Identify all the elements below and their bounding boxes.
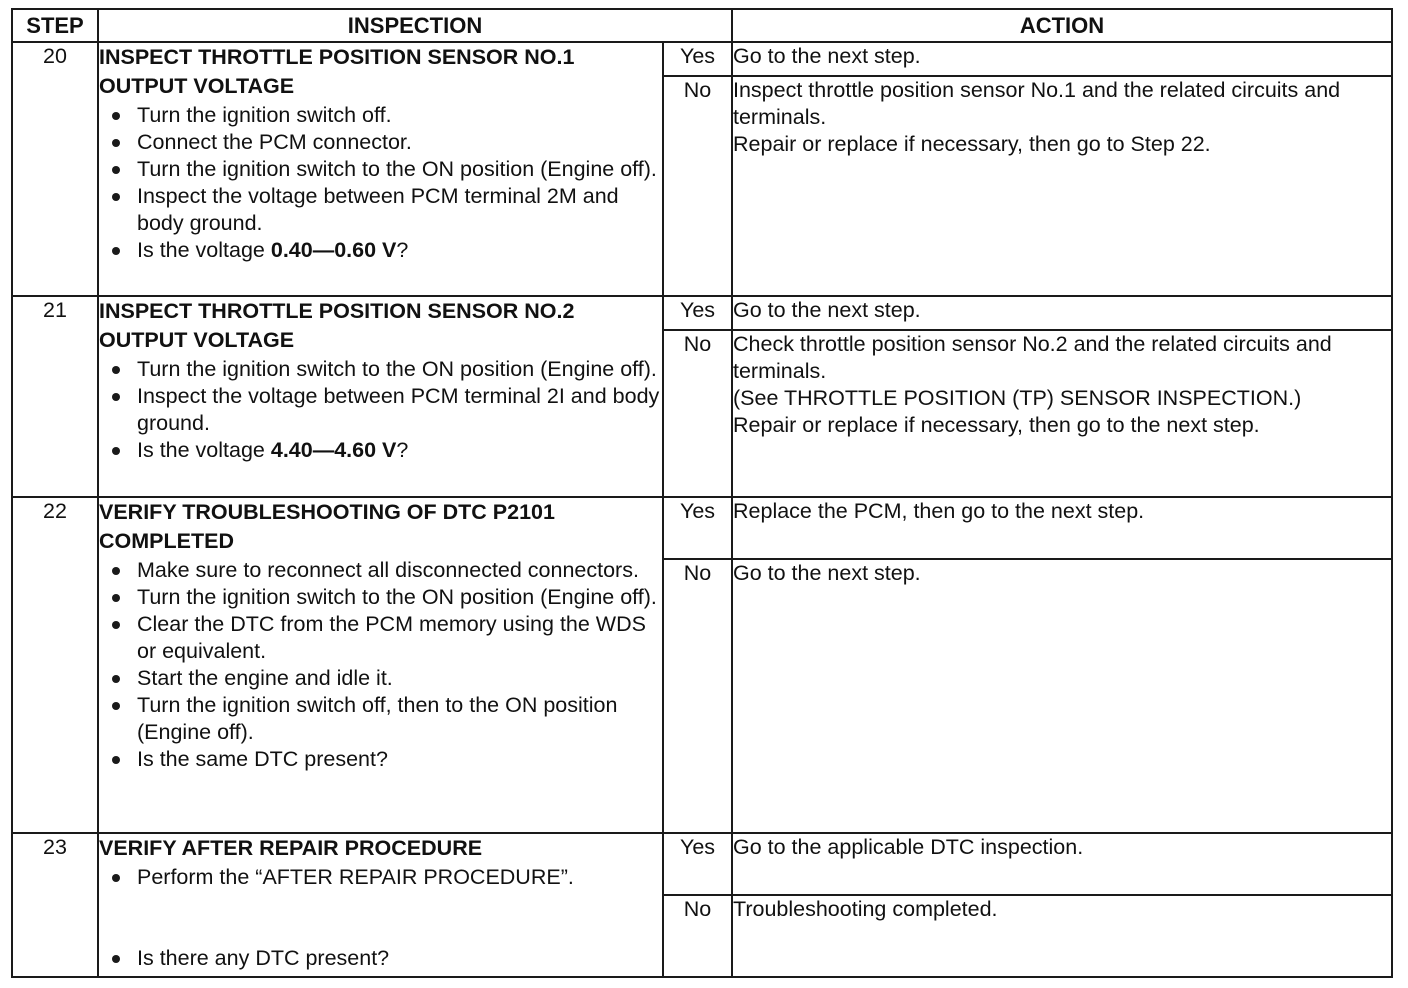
- list-item: Turn the ignition switch off, then to the ON position (Engine off).: [137, 692, 662, 746]
- list-item: Turn the ignition switch to the ON position (Engine off).: [137, 156, 662, 183]
- inspection-title: INSPECT THROTTLE POSITION SENSOR NO.2 OUTPUT VOLTAGE: [99, 299, 575, 352]
- list-item: Connect the PCM connector.: [137, 129, 662, 156]
- step-20-yes-row: [12, 42, 1392, 76]
- no-action: Go to the next step.: [732, 559, 1392, 833]
- header-row: [12, 9, 1392, 42]
- yes-label: Yes: [663, 833, 732, 895]
- list-item: Start the engine and idle it.: [137, 665, 662, 692]
- list-item: Inspect the voltage between PCM terminal 2M and body ground.: [137, 183, 662, 237]
- list-item: Clear the DTC from the PCM memory using the WDS or equivalent.: [137, 611, 662, 665]
- header-action: ACTION: [732, 9, 1392, 42]
- list-item: Turn the ignition switch to the ON position (Engine off).: [137, 584, 662, 611]
- inspection-cell: [98, 833, 663, 977]
- list-item: Is there any DTC present?: [137, 945, 662, 972]
- yes-action: Go to the next step.: [732, 42, 1392, 76]
- header-inspection: INSPECTION: [98, 9, 732, 42]
- inspection-cell: [98, 497, 663, 833]
- no-label: No: [663, 559, 732, 833]
- header-step: STEP: [12, 9, 98, 42]
- no-label: No: [663, 895, 732, 977]
- inspection-list: [99, 102, 662, 264]
- yes-label: Yes: [663, 497, 732, 559]
- step-23-yes-row: [12, 833, 1392, 895]
- inspection-cell: [98, 42, 663, 296]
- inspection-list: [99, 356, 662, 464]
- yes-action: Go to the next step.: [732, 296, 1392, 330]
- list-item: Inspect the voltage between PCM terminal 2I and body ground.: [137, 383, 662, 437]
- inspection-cell: [98, 296, 663, 497]
- step-22-yes-row: [12, 497, 1392, 559]
- list-item: Is the voltage 4.40—4.60 V?: [137, 437, 662, 464]
- list-item: Make sure to reconnect all disconnected connectors.: [137, 557, 662, 584]
- step-21-yes-row: [12, 296, 1392, 330]
- no-action: Troubleshooting completed.: [732, 895, 1392, 977]
- inspection-list: [99, 864, 662, 972]
- inspection-title: VERIFY AFTER REPAIR PROCEDURE: [99, 836, 483, 860]
- yes-label: Yes: [663, 42, 732, 76]
- yes-action: Replace the PCM, then go to the next step.: [732, 497, 1392, 559]
- list-item: Is the same DTC present?: [137, 746, 662, 773]
- step-number: 23: [12, 833, 98, 977]
- inspection-title: INSPECT THROTTLE POSITION SENSOR NO.1 OUTPUT VOLTAGE: [99, 45, 575, 98]
- yes-label: Yes: [663, 296, 732, 330]
- list-item: Turn the ignition switch off.: [137, 102, 662, 129]
- list-item: Is the voltage 0.40—0.60 V?: [137, 237, 662, 264]
- list-item: Perform the “AFTER REPAIR PROCEDURE”.: [137, 864, 662, 891]
- inspection-title: VERIFY TROUBLESHOOTING OF DTC P2101 COMPLETED: [99, 500, 555, 553]
- inspection-list: [99, 557, 662, 773]
- no-label: No: [663, 330, 732, 497]
- troubleshooting-table: [11, 8, 1393, 978]
- yes-action: Go to the applicable DTC inspection.: [732, 833, 1392, 895]
- no-label: No: [663, 76, 732, 296]
- step-number: 22: [12, 497, 98, 833]
- list-item: Turn the ignition switch to the ON position (Engine off).: [137, 356, 662, 383]
- no-action: Inspect throttle position sensor No.1 and the related circuits and terminals. Repair or replace if necessary, then go to Step 22.: [732, 76, 1392, 296]
- no-action: Check throttle position sensor No.2 and the related circuits and terminals. (See THROTTLE POSITION (TP) SENSOR INSPECTION.) Repair or replace if necessary, then go to the next step.: [732, 330, 1392, 497]
- step-number: 20: [12, 42, 98, 296]
- step-number: 21: [12, 296, 98, 497]
